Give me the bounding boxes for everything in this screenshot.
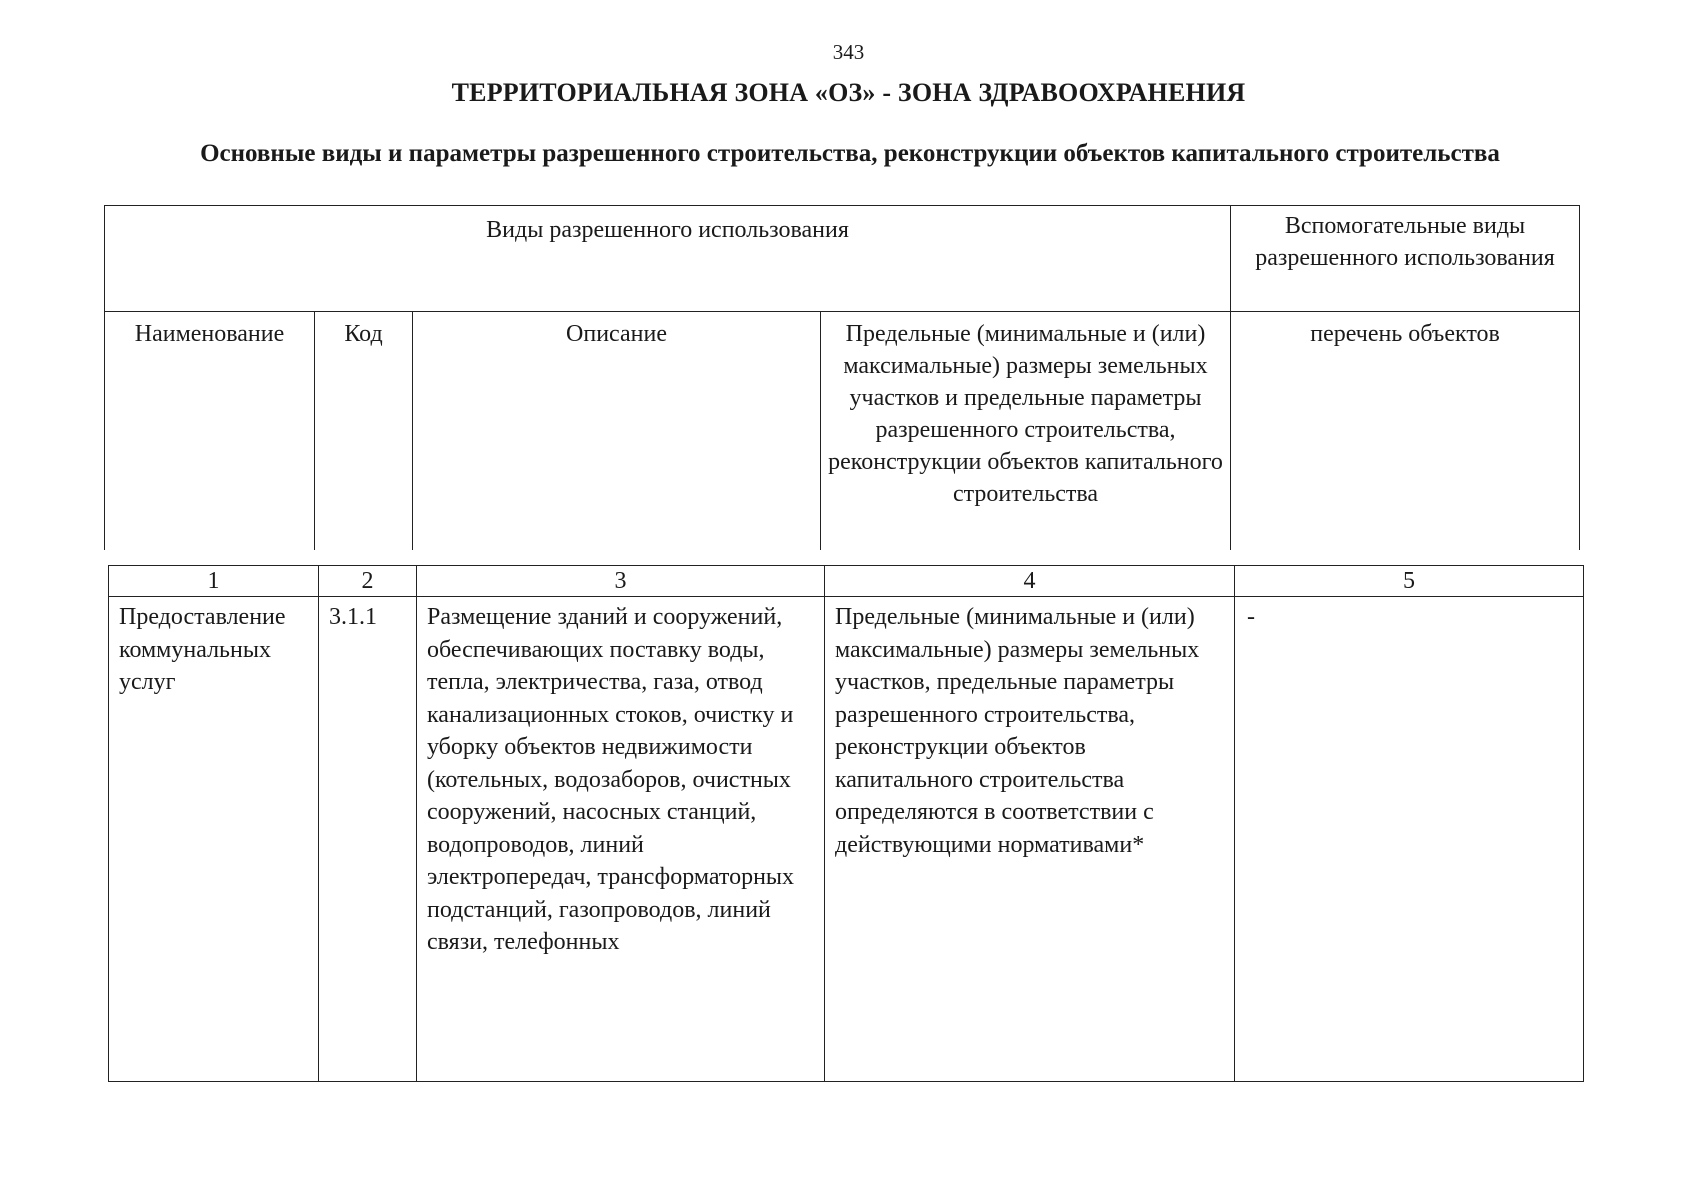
table-title: Основные виды и параметры разрешенного строительства, реконструкции объектов капитального строительства xyxy=(200,140,1500,167)
header-col-description: Описание xyxy=(413,312,821,551)
column-number: 3 xyxy=(417,566,825,597)
header-aux-group: Вспомогательные виды разрешенного использования xyxy=(1231,206,1580,312)
column-number: 1 xyxy=(109,566,319,597)
table-row xyxy=(109,597,1584,1082)
page-number: 343 xyxy=(832,40,865,64)
header-col-name: Наименование xyxy=(105,312,315,551)
column-numbers-row xyxy=(109,566,1584,597)
header-table xyxy=(104,205,1580,550)
column-number: 5 xyxy=(1235,566,1584,597)
header-col-limits: Предельные (минимальные и (или) максимальные) размеры земельных участков и предельные параметры разрешенного строительства, реконструкции объектов капитального строительства xyxy=(821,312,1231,551)
row-description: Размещение зданий и сооружений, обеспечивающих поставку воды, тепла, электричества, газа, отвод канализационных стоков, очистку и уборку объектов недвижимости (котельных, водозаборов, очистных сооружений, насосных станций, водопроводов, линий электропередач, трансформаторных подстанций, газопроводов, линий связи, телефонных xyxy=(417,597,825,1082)
row-name: Предоставление коммунальных услуг xyxy=(109,597,319,1082)
zone-title: ТЕРРИТОРИАЛЬНАЯ ЗОНА «ОЗ» - ЗОНА ЗДРАВООХРАНЕНИЯ xyxy=(451,78,1246,107)
row-aux: - xyxy=(1235,597,1584,1082)
header-uses-group: Виды разрешенного использования xyxy=(105,206,1231,312)
row-code: 3.1.1 xyxy=(319,597,417,1082)
header-col-code: Код xyxy=(315,312,413,551)
header-col-objects: перечень объектов xyxy=(1231,312,1580,551)
column-number: 4 xyxy=(825,566,1235,597)
column-number: 2 xyxy=(319,566,417,597)
row-limits: Предельные (минимальные и (или) максимальные) размеры земельных участков, предельные параметры разрешенного строительства, реконструкции объектов капитального строительства определяются в соответствии с действующими нормативами* xyxy=(825,597,1235,1082)
data-table xyxy=(108,565,1584,1082)
